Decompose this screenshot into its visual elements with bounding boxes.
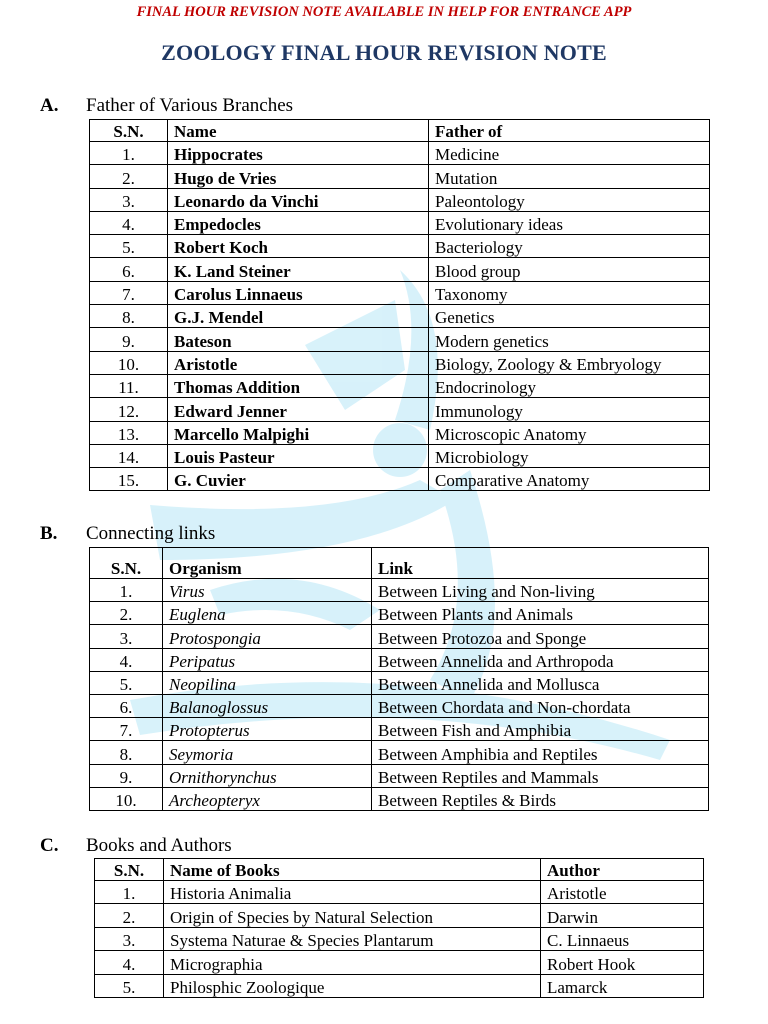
table-body bbox=[90, 142, 710, 491]
column-header: Father of bbox=[429, 120, 710, 142]
name-cell: Systema Naturae & Species Plantarum bbox=[164, 927, 541, 950]
table-header-row bbox=[95, 859, 704, 881]
table-row bbox=[90, 625, 709, 648]
serial-number-cell: 5. bbox=[90, 671, 163, 694]
value-cell: Lamarck bbox=[541, 974, 704, 997]
table-row bbox=[90, 235, 710, 258]
table-row bbox=[90, 142, 710, 165]
name-cell: Edward Jenner bbox=[168, 398, 429, 421]
value-cell: Between Reptiles and Mammals bbox=[372, 764, 709, 787]
table-row bbox=[90, 398, 710, 421]
table-row bbox=[90, 579, 709, 602]
value-cell: Between Protozoa and Sponge bbox=[372, 625, 709, 648]
name-cell: Micrographia bbox=[164, 951, 541, 974]
serial-number-cell: 8. bbox=[90, 305, 168, 328]
value-cell: Taxonomy bbox=[429, 281, 710, 304]
value-cell: Robert Hook bbox=[541, 951, 704, 974]
serial-number-cell: 3. bbox=[90, 188, 168, 211]
value-cell: Microbiology bbox=[429, 444, 710, 467]
serial-number-cell: 10. bbox=[90, 351, 168, 374]
column-header: Name of Books bbox=[164, 859, 541, 881]
table-row bbox=[90, 671, 709, 694]
serial-number-cell: 8. bbox=[90, 741, 163, 764]
serial-number-cell: 2. bbox=[90, 602, 163, 625]
serial-number-cell: 6. bbox=[90, 694, 163, 717]
name-cell: Bateson bbox=[168, 328, 429, 351]
serial-number-cell: 4. bbox=[95, 951, 164, 974]
table-row bbox=[90, 468, 710, 491]
table-row bbox=[90, 165, 710, 188]
value-cell: Biology, Zoology & Embryology bbox=[429, 351, 710, 374]
value-cell: Between Plants and Animals bbox=[372, 602, 709, 625]
table-row bbox=[90, 694, 709, 717]
value-cell: Between Living and Non-living bbox=[372, 579, 709, 602]
value-cell: Mutation bbox=[429, 165, 710, 188]
section-letter: B. bbox=[40, 523, 58, 544]
table-row bbox=[90, 444, 710, 467]
name-cell: Aristotle bbox=[168, 351, 429, 374]
table-row bbox=[90, 281, 710, 304]
serial-number-cell: 13. bbox=[90, 421, 168, 444]
column-header: Name bbox=[168, 120, 429, 142]
name-cell: Archeopteryx bbox=[163, 787, 372, 810]
name-cell: Hugo de Vries bbox=[168, 165, 429, 188]
serial-number-cell: 1. bbox=[90, 579, 163, 602]
name-cell: Ornithorynchus bbox=[163, 764, 372, 787]
serial-number-cell: 9. bbox=[90, 764, 163, 787]
table-body bbox=[95, 881, 704, 998]
value-cell: Blood group bbox=[429, 258, 710, 281]
serial-number-cell: 12. bbox=[90, 398, 168, 421]
value-cell: Immunology bbox=[429, 398, 710, 421]
serial-number-cell: 6. bbox=[90, 258, 168, 281]
table-row bbox=[90, 374, 710, 397]
serial-number-cell: 3. bbox=[95, 927, 164, 950]
name-cell: Historia Animalia bbox=[164, 881, 541, 904]
value-cell: Comparative Anatomy bbox=[429, 468, 710, 491]
books-authors-table bbox=[94, 858, 704, 998]
column-header: Organism bbox=[163, 548, 372, 579]
name-cell: Balanoglossus bbox=[163, 694, 372, 717]
table-row bbox=[95, 974, 704, 997]
serial-number-cell: 2. bbox=[90, 165, 168, 188]
serial-number-cell: 11. bbox=[90, 374, 168, 397]
table-row bbox=[90, 258, 710, 281]
serial-number-cell: 3. bbox=[90, 625, 163, 648]
name-cell: Marcello Malpighi bbox=[168, 421, 429, 444]
serial-number-cell: 14. bbox=[90, 444, 168, 467]
table-row bbox=[90, 305, 710, 328]
section-letter: C. bbox=[40, 835, 59, 856]
value-cell: Modern genetics bbox=[429, 328, 710, 351]
table-row bbox=[90, 718, 709, 741]
value-cell: Between Annelida and Arthropoda bbox=[372, 648, 709, 671]
table-row bbox=[95, 951, 704, 974]
table-row bbox=[90, 421, 710, 444]
name-cell: Louis Pasteur bbox=[168, 444, 429, 467]
column-header: Link bbox=[372, 548, 709, 579]
name-cell: Philosphic Zoologique bbox=[164, 974, 541, 997]
table-body bbox=[90, 579, 709, 811]
name-cell: G.J. Mendel bbox=[168, 305, 429, 328]
column-header: S.N. bbox=[90, 120, 168, 142]
section-title: Connecting links bbox=[86, 523, 216, 544]
value-cell: Medicine bbox=[429, 142, 710, 165]
value-cell: Between Reptiles & Birds bbox=[372, 787, 709, 810]
value-cell: Genetics bbox=[429, 305, 710, 328]
value-cell: Between Annelida and Mollusca bbox=[372, 671, 709, 694]
table-row bbox=[90, 764, 709, 787]
fathers-table bbox=[89, 119, 710, 491]
name-cell: Leonardo da Vinchi bbox=[168, 188, 429, 211]
name-cell: Thomas Addition bbox=[168, 374, 429, 397]
table-row bbox=[90, 211, 710, 234]
serial-number-cell: 4. bbox=[90, 211, 168, 234]
connecting-links-table bbox=[89, 547, 709, 811]
name-cell: Protospongia bbox=[163, 625, 372, 648]
name-cell: Seymoria bbox=[163, 741, 372, 764]
serial-number-cell: 7. bbox=[90, 718, 163, 741]
section-title: Books and Authors bbox=[86, 835, 232, 856]
serial-number-cell: 4. bbox=[90, 648, 163, 671]
value-cell: Between Chordata and Non-chordata bbox=[372, 694, 709, 717]
value-cell: Microscopic Anatomy bbox=[429, 421, 710, 444]
serial-number-cell: 1. bbox=[95, 881, 164, 904]
section-letter: A. bbox=[40, 95, 59, 116]
table-row bbox=[90, 787, 709, 810]
table-row bbox=[95, 927, 704, 950]
name-cell: Virus bbox=[163, 579, 372, 602]
value-cell: C. Linnaeus bbox=[541, 927, 704, 950]
name-cell: Robert Koch bbox=[168, 235, 429, 258]
document-title: ZOOLOGY FINAL HOUR REVISION NOTE bbox=[161, 40, 607, 65]
column-header: S.N. bbox=[90, 548, 163, 579]
table-row bbox=[95, 904, 704, 927]
table-row bbox=[90, 188, 710, 211]
value-cell: Aristotle bbox=[541, 881, 704, 904]
column-header: S.N. bbox=[95, 859, 164, 881]
value-cell: Between Fish and Amphibia bbox=[372, 718, 709, 741]
table-header-row bbox=[90, 548, 709, 579]
value-cell: Paleontology bbox=[429, 188, 710, 211]
value-cell: Endocrinology bbox=[429, 374, 710, 397]
name-cell: Euglena bbox=[163, 602, 372, 625]
name-cell: Protopterus bbox=[163, 718, 372, 741]
name-cell: Neopilina bbox=[163, 671, 372, 694]
serial-number-cell: 2. bbox=[95, 904, 164, 927]
serial-number-cell: 7. bbox=[90, 281, 168, 304]
value-cell: Between Amphibia and Reptiles bbox=[372, 741, 709, 764]
serial-number-cell: 15. bbox=[90, 468, 168, 491]
name-cell: Peripatus bbox=[163, 648, 372, 671]
name-cell: G. Cuvier bbox=[168, 468, 429, 491]
table-row bbox=[90, 741, 709, 764]
value-cell: Evolutionary ideas bbox=[429, 211, 710, 234]
value-cell: Bacteriology bbox=[429, 235, 710, 258]
name-cell: Hippocrates bbox=[168, 142, 429, 165]
serial-number-cell: 5. bbox=[90, 235, 168, 258]
table-row bbox=[90, 602, 709, 625]
name-cell: Empedocles bbox=[168, 211, 429, 234]
serial-number-cell: 5. bbox=[95, 974, 164, 997]
promo-banner: FINAL HOUR REVISION NOTE AVAILABLE IN HELP FOR ENTRANCE APP bbox=[136, 4, 632, 20]
column-header: Author bbox=[541, 859, 704, 881]
serial-number-cell: 10. bbox=[90, 787, 163, 810]
value-cell: Darwin bbox=[541, 904, 704, 927]
table-row bbox=[90, 328, 710, 351]
table-row bbox=[95, 881, 704, 904]
name-cell: K. Land Steiner bbox=[168, 258, 429, 281]
serial-number-cell: 9. bbox=[90, 328, 168, 351]
table-header-row bbox=[90, 120, 710, 142]
section-title: Father of Various Branches bbox=[86, 95, 294, 116]
name-cell: Origin of Species by Natural Selection bbox=[164, 904, 541, 927]
table-row bbox=[90, 648, 709, 671]
serial-number-cell: 1. bbox=[90, 142, 168, 165]
name-cell: Carolus Linnaeus bbox=[168, 281, 429, 304]
table-row bbox=[90, 351, 710, 374]
